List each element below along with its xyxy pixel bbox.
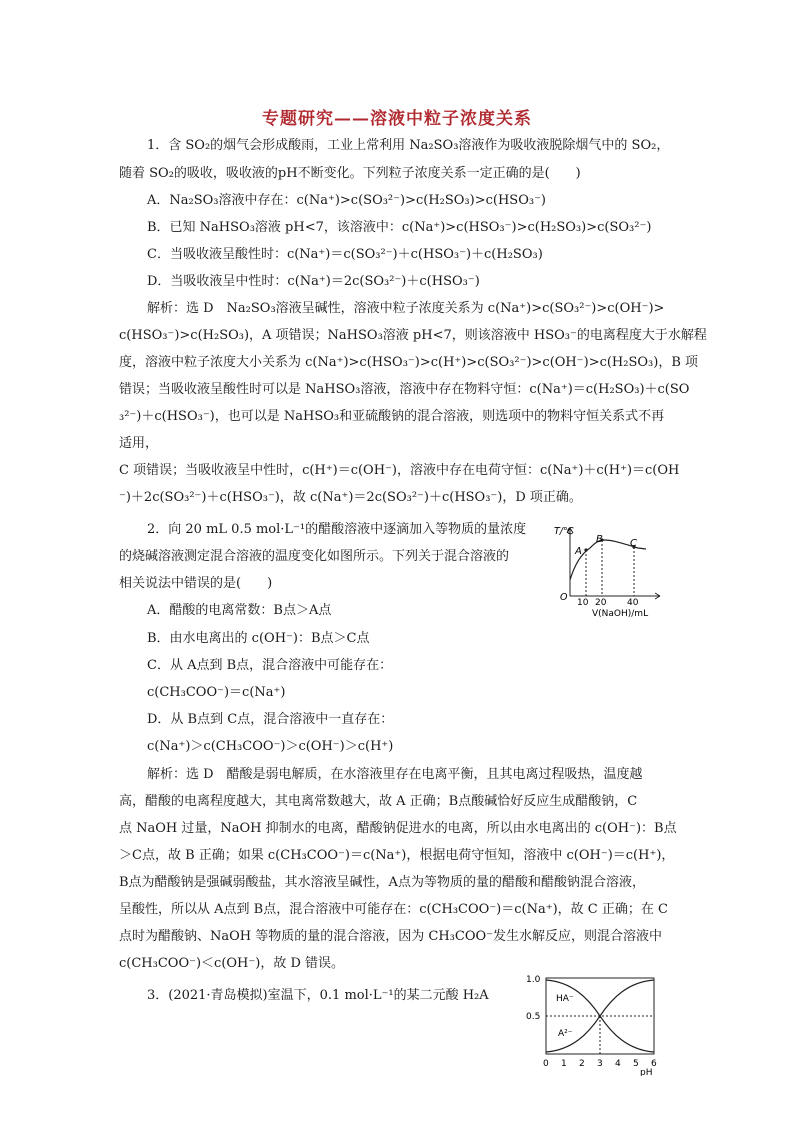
point-a-label: A xyxy=(575,546,582,557)
x-axis-label: pH xyxy=(640,1068,653,1076)
q1-stem-line-2: 随着 SO₂的吸收，吸收液的pH不断变化。下列粒子浓度关系一定正确的是( ) xyxy=(119,166,581,181)
q1-option-d: D．当吸收液呈中性时：c(Na⁺)＝2c(SO₃²⁻)＋c(HSO₃⁻) xyxy=(147,274,480,289)
point-c-label: C xyxy=(630,538,637,549)
x-tick-label: 4 xyxy=(615,1059,621,1069)
q1-analysis-line: ₃²⁻)＋c(HSO₃⁻)，也可以是 NaHSO₃和亚硫酸钠的混合溶液，则选项中的物料守恒关系式不再 xyxy=(119,409,665,424)
q2-analysis-line: 点时为醋酸钠、NaOH 等物质的量的混合溶液，因为 CH₃COO⁻发生水解反应，则混合溶液中 xyxy=(119,929,663,944)
q1-option-a: A．Na₂SO₃溶液中存在：c(Na⁺)>c(SO₃²⁻)>c(H₂SO₃)>c(HSO₃⁻) xyxy=(147,193,547,208)
x-tick-label: 3 xyxy=(597,1059,603,1069)
q2-analysis-line: 点 NaOH 过量，NaOH 抑制水的电离，醋酸钠促进水的电离，所以由水电离出的 c(OH⁻)：B点 xyxy=(119,821,677,836)
x-tick-label: 1 xyxy=(561,1059,567,1069)
q1-analysis-line: c(HSO₃⁻)>c(H₂SO₃)，A 项错误；NaHSO₃溶液 pH<7，则该溶液中 HSO₃⁻的电离程度大于水解程 xyxy=(119,328,707,343)
q2-stem-line-1: 2．向 20 mL 0.5 mol·L⁻¹的醋酸溶液中逐滴加入等物质的量浓度 xyxy=(147,522,527,537)
page-title: 专题研究——溶液中粒子浓度关系 xyxy=(262,109,532,129)
q2-analysis-line: ＞C点，故 B 正确；如果 c(CH₃COO⁻)＝c(Na⁺)，根据电荷守恒知，溶液中 c(OH⁻)＝c(H⁺)， xyxy=(119,848,675,863)
q1-analysis-line: 度，溶液中粒子浓度大小关系为 c(Na⁺)>c(HSO₃⁻)>c(H⁺)>c(SO₃²⁻)>c(OH⁻)>c(H₂SO₃)，B 项 xyxy=(119,355,699,370)
q1-analysis-line: C 项错误；当吸收液呈中性时，c(H⁺)＝c(OH⁻)，溶液中存在电荷守恒：c(Na⁺)＋c(H⁺)＝c(OH xyxy=(119,463,680,478)
q2-analysis-line: B点为醋酸钠是强碱弱酸盐，其水溶液呈碱性，A点为等物质的量的醋酸和醋酸钠混合溶液， xyxy=(119,875,645,890)
x-tick-label: 6 xyxy=(651,1059,657,1069)
q3-stem-line-1: 3．(2021·青岛模拟)室温下，0.1 mol·L⁻¹的某二元酸 H₂A xyxy=(147,988,489,1003)
x-tick-label: 20 xyxy=(595,598,607,608)
ha-label: HA⁻ xyxy=(556,994,574,1004)
q2-analysis-line: 高，醋酸的电离程度越大，其电离常数越大，故 A 正确；B点酸碱恰好反应生成醋酸钠，C xyxy=(119,794,638,809)
q2-analysis-line: c(CH₃COO⁻)＜c(OH⁻)，故 D 错误。 xyxy=(119,956,345,971)
a2-label: A²⁻ xyxy=(558,1029,573,1039)
origin-label: O xyxy=(560,592,568,603)
q1-option-b: B．已知 NaHSO₃溶液 pH<7，该溶液中：c(Na⁺)>c(HSO₃⁻)>c(H₂SO₃)>c(SO₃²⁻) xyxy=(147,220,652,235)
q1-option-c: C．当吸收液呈酸性时：c(Na⁺)＝c(SO₃²⁻)＋c(HSO₃⁻)＋c(H₂SO₃) xyxy=(147,247,543,262)
q2-analysis-line: 解析：选 D 醋酸是弱电解质，在水溶液里存在电离平衡，且其电离过程吸热，温度越 xyxy=(147,767,643,782)
q2-option-a: A．醋酸的电离常数：B点＞A点 xyxy=(147,603,332,618)
y-tick-label: 0.5 xyxy=(526,1012,541,1022)
q2-option-d: D．从 B点到 C点，混合溶液中一直存在： xyxy=(147,712,394,727)
q2-option-c: C．从 A点到 B点，混合溶液中可能存在： xyxy=(147,658,393,673)
distribution-fraction-figure xyxy=(522,968,670,1076)
q1-stem-line-1: 1．含 SO₂的烟气会形成酸雨，工业上常利用 Na₂SO₃溶液作为吸收液脱除烟气中的 SO₂， xyxy=(147,138,670,153)
q1-analysis-line: 适用， xyxy=(119,436,159,451)
temperature-curve-figure xyxy=(548,518,678,618)
q1-analysis-line: ⁻)＋2c(SO₃²⁻)＋c(HSO₃⁻)，故 c(Na⁺)＝2c(SO₃²⁻)＋c(HSO₃⁻)，D 项正确。 xyxy=(119,490,582,505)
q2-option-b: B．由水电离出的 c(OH⁻)：B点＞C点 xyxy=(147,631,370,646)
x-tick-label: 10 xyxy=(577,598,589,608)
q2-option-d-expr: c(Na⁺)＞c(CH₃COO⁻)＞c(OH⁻)＞c(H⁺) xyxy=(147,739,394,754)
x-tick-label: 2 xyxy=(579,1059,585,1069)
x-tick-label: 5 xyxy=(633,1059,639,1069)
x-tick-label: 40 xyxy=(627,598,639,608)
y-tick-label: 1.0 xyxy=(526,975,541,985)
point-b-label: B xyxy=(596,534,603,545)
q2-stem-line-3: 相关说法中错误的是( ) xyxy=(119,576,273,591)
q2-option-c-expr: c(CH₃COO⁻)＝c(Na⁺) xyxy=(147,685,286,700)
q2-stem-line-2: 的烧碱溶液测定混合溶液的温度变化如图所示。下列关于混合溶液的 xyxy=(119,549,510,564)
q1-analysis-line: 错误；当吸收液呈酸性时可以是 NaHSO₃溶液，溶液中存在物料守恒：c(Na⁺)＝c(H₂SO₃)＋c(SO xyxy=(119,382,690,397)
x-axis-label: V(NaOH)/mL xyxy=(592,609,649,618)
x-tick-label: 0 xyxy=(543,1059,549,1069)
y-axis-label: T/℃ xyxy=(554,526,574,537)
q2-analysis-line: 呈酸性，所以从 A点到 B点，混合溶液中可能存在：c(CH₃COO⁻)＝c(Na⁺)，故 C 正确；在 C xyxy=(119,902,668,917)
q1-analysis-line: 解析：选 D Na₂SO₃溶液呈碱性，溶液中粒子浓度关系为 c(Na⁺)>c(SO₃²⁻)>c(OH⁻)> xyxy=(147,301,665,316)
